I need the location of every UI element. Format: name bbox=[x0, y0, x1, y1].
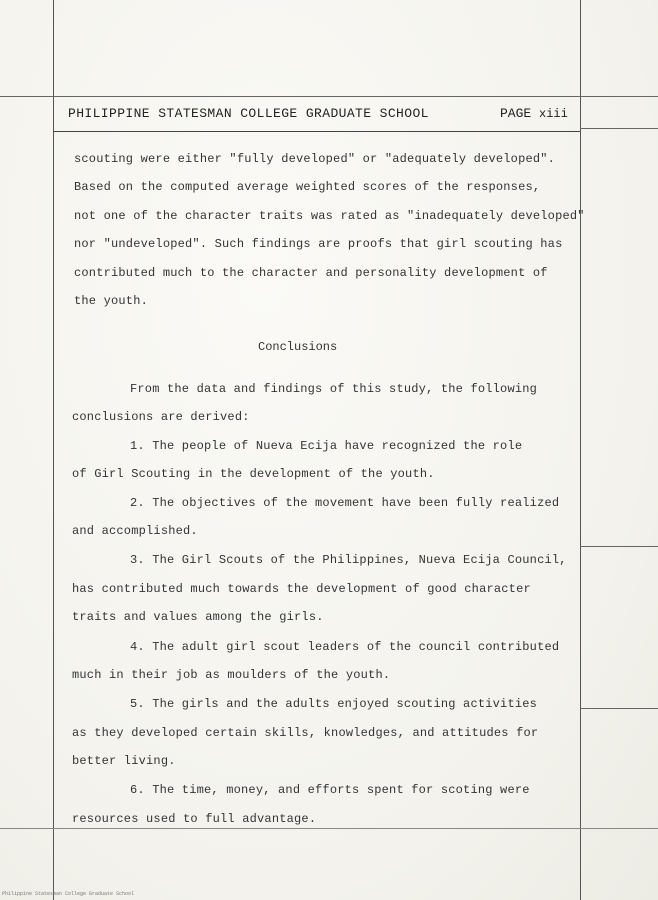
right-rule-1 bbox=[580, 128, 658, 129]
text-line: better living. bbox=[72, 754, 176, 768]
text-line: conclusions are derived: bbox=[72, 410, 250, 424]
right-margin-rule bbox=[580, 0, 581, 900]
text-line: Based on the computed average weighted scores of the responses, bbox=[74, 180, 541, 194]
right-rule-2 bbox=[580, 546, 658, 547]
page-label: PAGE bbox=[500, 106, 532, 121]
text-line: contributed much to the character and personality development of bbox=[74, 266, 548, 280]
header-bottom-rule bbox=[53, 131, 580, 132]
text-line: of Girl Scouting in the development of the youth. bbox=[72, 467, 435, 481]
conclusion-item-2: 2. The objectives of the movement have been fully realized bbox=[130, 496, 560, 510]
text-line: the youth. bbox=[74, 294, 149, 308]
footer-caption: Philippine Statesman College Graduate School bbox=[2, 891, 135, 897]
conclusion-item-1: 1. The people of Nueva Ecija have recognized the role bbox=[130, 439, 523, 453]
top-rule-left bbox=[0, 96, 53, 97]
text-line: scouting were either "fully developed" or "adequately developed". bbox=[74, 152, 556, 166]
text-line: and accomplished. bbox=[72, 524, 198, 538]
right-rule-3 bbox=[580, 708, 658, 709]
page-number bbox=[500, 106, 568, 121]
text-line: not one of the character traits was rated as "inadequately developed" bbox=[74, 209, 585, 223]
school-header: PHILIPPINE STATESMAN COLLEGE GRADUATE SCHOOL bbox=[68, 106, 429, 121]
conclusion-item-5: 5. The girls and the adults enjoyed scouting activities bbox=[130, 697, 538, 711]
conclusion-item-3: 3. The Girl Scouts of the Philippines, Nueva Ecija Council, bbox=[130, 553, 567, 567]
text-line: nor "undeveloped". Such findings are proofs that girl scouting has bbox=[74, 237, 563, 251]
conclusion-item-4: 4. The adult girl scout leaders of the council contributed bbox=[130, 640, 560, 654]
text-line: resources used to full advantage. bbox=[72, 812, 317, 826]
text-line: From the data and findings of this study, the following bbox=[130, 382, 538, 396]
text-line: has contributed much towards the development of good character bbox=[72, 582, 531, 596]
conclusion-item-6: 6. The time, money, and efforts spent for scoting were bbox=[130, 783, 530, 797]
left-margin-rule bbox=[53, 0, 54, 900]
header-top-rule bbox=[53, 96, 658, 97]
page-number-value: xiii bbox=[539, 107, 568, 121]
conclusions-heading: Conclusions bbox=[258, 340, 338, 354]
text-line: as they developed certain skills, knowledges, and attitudes for bbox=[72, 726, 539, 740]
bottom-rule bbox=[0, 828, 658, 829]
text-line: much in their job as moulders of the youth. bbox=[72, 668, 391, 682]
text-line: traits and values among the girls. bbox=[72, 610, 324, 624]
